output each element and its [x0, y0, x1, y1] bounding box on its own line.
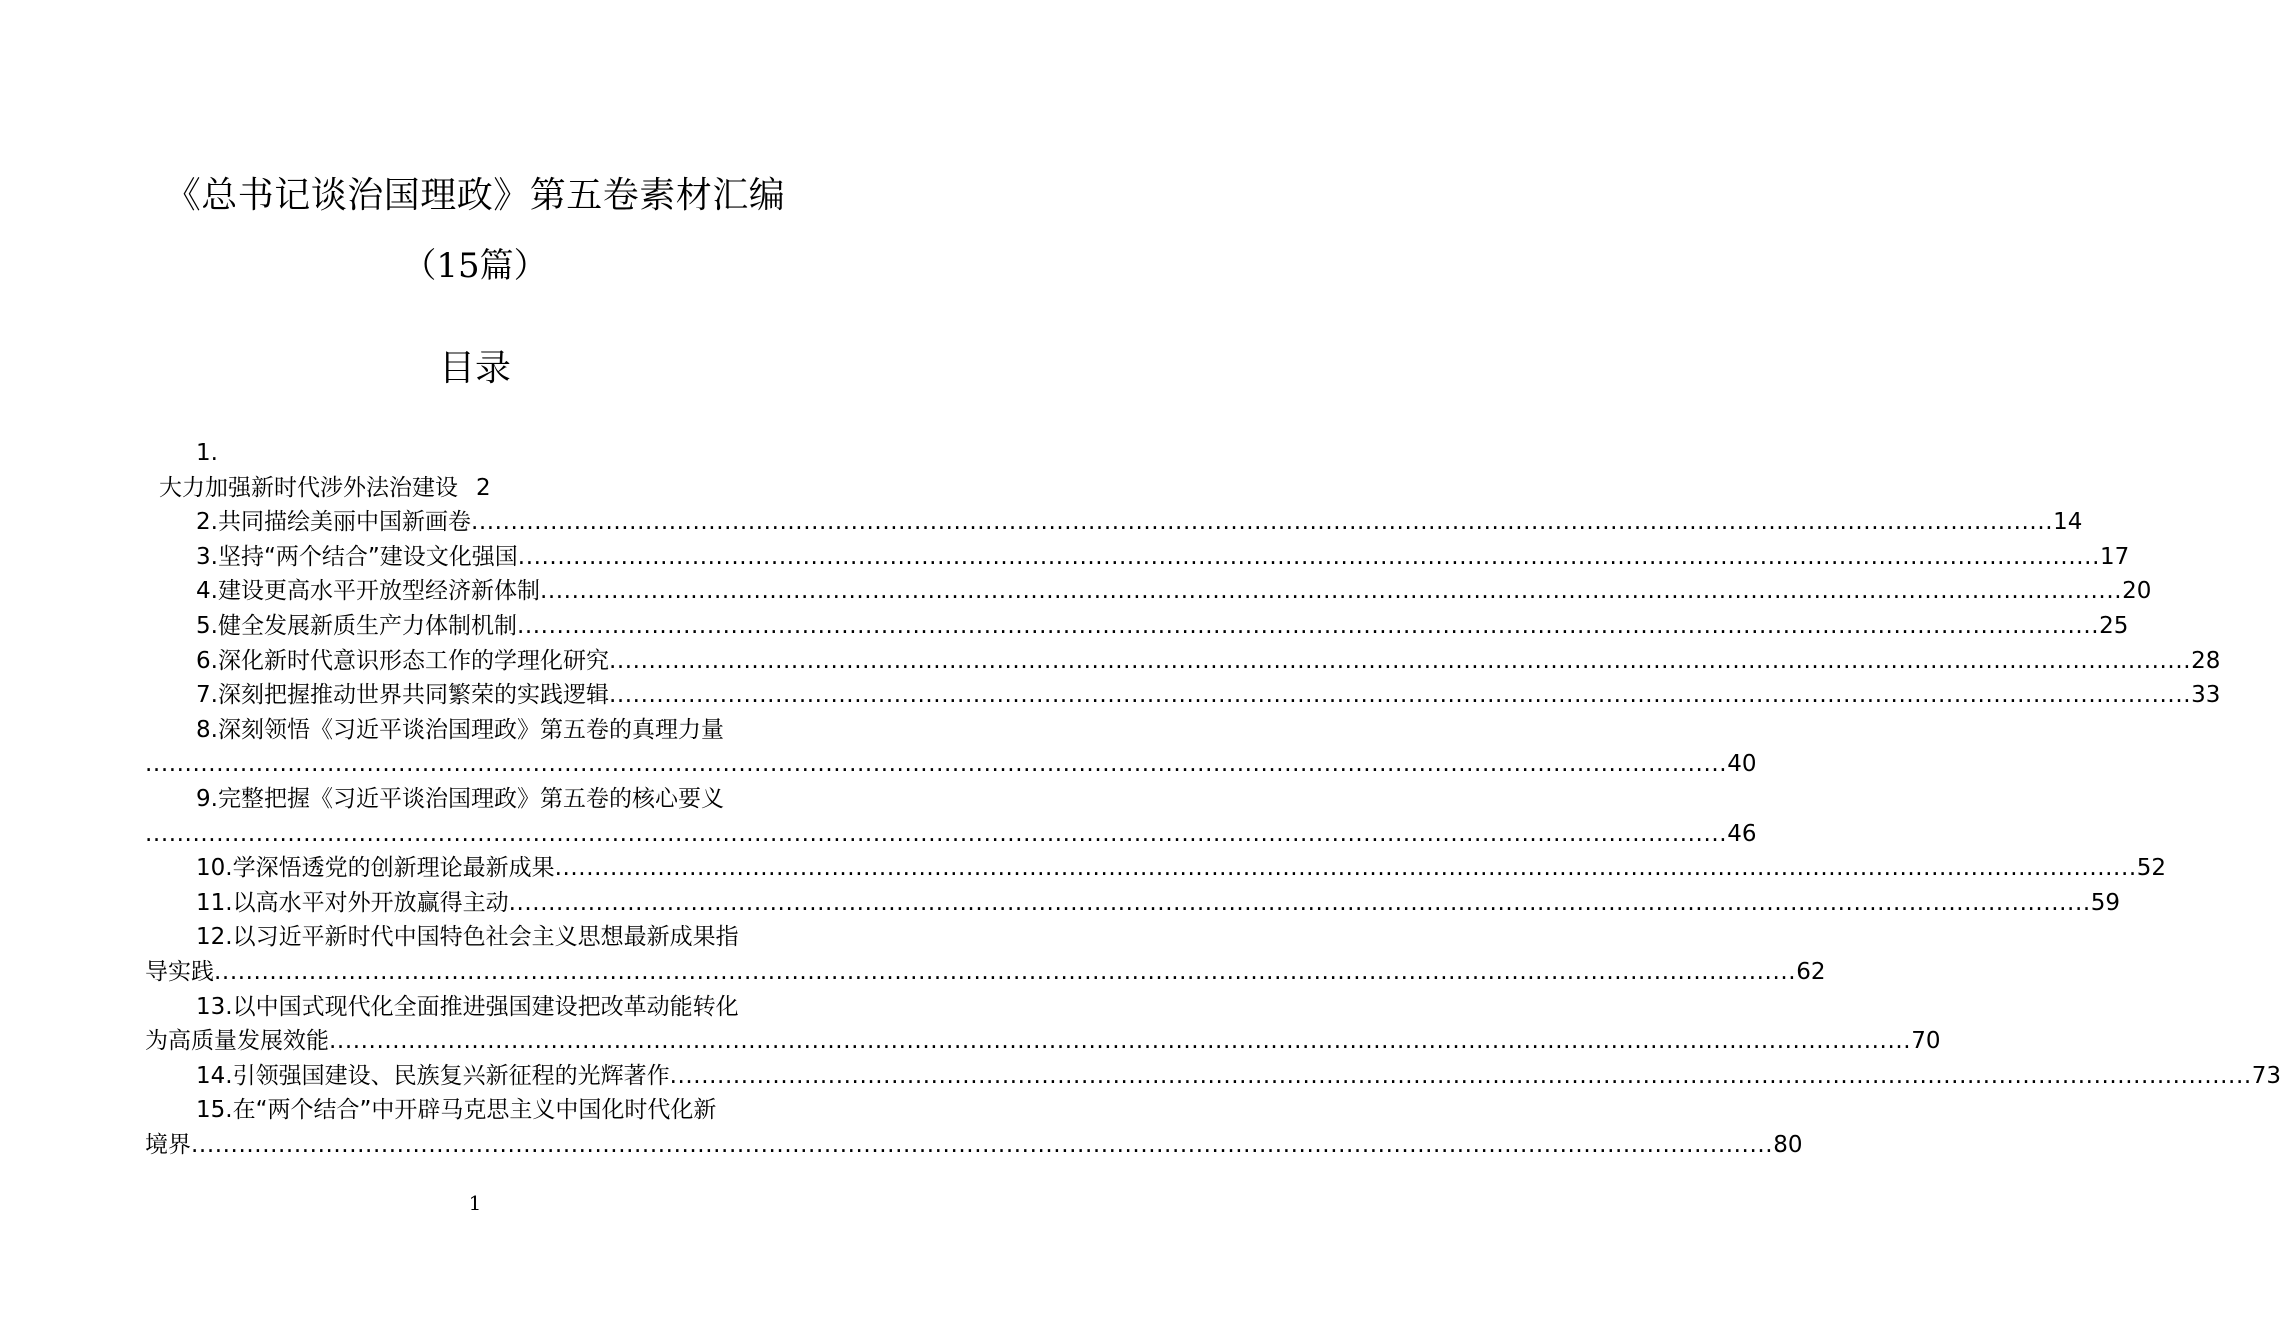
toc-item-page: 40 — [1727, 751, 1757, 778]
toc-leader-dots: ........................................................................................................................................................................................................ — [669, 1062, 2252, 1089]
toc-item-5[interactable] — [145, 609, 2129, 644]
toc-item-9-continuation[interactable] — [145, 817, 1757, 852]
toc-item-6[interactable] — [145, 644, 2221, 679]
toc-item-title: 6.深化新时代意识形态工作的学理化研究 — [196, 647, 609, 674]
toc-item-15[interactable] — [145, 1093, 806, 1128]
toc-item-page: 62 — [1796, 958, 1826, 985]
toc-item-page: 14 — [2053, 509, 2083, 536]
toc-item-page: 52 — [2136, 855, 2167, 882]
toc-item-title: 11.以高水平对外开放赢得主动 — [196, 889, 509, 916]
toc-item-13[interactable] — [145, 990, 806, 1025]
toc-item-title: 13.以中国式现代化全面推进强国建设把改革动能转化 — [196, 993, 739, 1020]
toc-item-15-continuation[interactable] — [145, 1128, 1803, 1163]
toc-item-title: 大力加强新时代涉外法治建设 — [159, 474, 458, 501]
toc-leader-dots: ........................................................................................................................................................................................................ — [554, 855, 2137, 882]
toc-item-12[interactable] — [145, 920, 806, 955]
toc-item-1-number[interactable]: 1. — [196, 440, 218, 466]
toc-leader-dots: ........................................................................................................................................................................................................ — [214, 958, 1797, 985]
toc-leader-dots: ........................................................................................................................................................................................................ — [517, 543, 2100, 570]
toc-item-title: 15.在“两个结合”中开辟马克思主义中国化时代化新 — [196, 1097, 717, 1124]
toc-item-page: 17 — [2100, 543, 2130, 570]
toc-leader-dots: ........................................................................................................................................................................................................ — [145, 751, 1728, 778]
toc-item-11[interactable] — [145, 886, 2121, 921]
toc-item-13-continuation[interactable] — [145, 1024, 1941, 1059]
toc-item-8[interactable] — [145, 713, 806, 748]
toc-item-title: 12.以习近平新时代中国特色社会主义思想最新成果指 — [196, 924, 739, 951]
toc-item-page: 20 — [2122, 578, 2152, 605]
toc-item-page: 46 — [1727, 820, 1757, 847]
toc-heading: 目录 — [438, 348, 511, 389]
toc-item-title: 14.引领强国建设、民族复兴新征程的光辉著作 — [196, 1062, 670, 1089]
toc-item-title: 3.坚持“两个结合”建设文化强国 — [196, 543, 518, 570]
toc-item-page: 33 — [2191, 682, 2221, 709]
toc-item-title-cont: 为高质量发展效能 — [145, 1028, 329, 1055]
toc-item-page: 80 — [1773, 1131, 1803, 1158]
toc-item-title: 9.完整把握《习近平谈治国理政》第五卷的核心要义 — [196, 785, 724, 812]
toc-item-page: 73 — [2251, 1062, 2281, 1089]
toc-item-page: 59 — [2090, 889, 2121, 916]
toc-item-title: 4.建设更高水平开放型经济新体制 — [196, 578, 540, 605]
toc-item-2[interactable] — [145, 505, 2083, 540]
toc-item-page: 70 — [1911, 1028, 1941, 1055]
toc-item-title-cont: 导实践 — [145, 958, 214, 985]
toc-item-title: 5.健全发展新质生产力体制机制 — [196, 612, 517, 639]
document-title: 《总书记谈治国理政》第五卷素材汇编 — [164, 175, 786, 216]
document-subtitle: （15篇） — [402, 246, 548, 286]
toc-item-title: 8.深刻领悟《习近平谈治国理政》第五卷的真理力量 — [196, 716, 724, 743]
toc-item-9[interactable] — [145, 782, 806, 817]
toc-item-title: 7.深刻把握推动世界共同繁荣的实践逻辑 — [196, 682, 609, 709]
toc-item-page: 25 — [2099, 612, 2129, 639]
table-of-contents — [145, 436, 2281, 1162]
toc-item-12-continuation[interactable] — [145, 955, 1826, 990]
toc-item-10[interactable] — [145, 851, 2167, 886]
toc-item-7[interactable] — [145, 678, 2221, 713]
toc-leader-dots: ........................................................................................................................................................................................................ — [608, 682, 2192, 709]
toc-item-title: 2.共同描绘美丽中国新画卷 — [196, 509, 471, 536]
toc-item-title-cont: 境界 — [145, 1131, 191, 1158]
toc-item-3[interactable] — [145, 540, 2130, 575]
toc-item-page: 28 — [2191, 647, 2221, 674]
toc-leader-dots: ........................................................................................................................................................................................................ — [329, 1028, 1912, 1055]
toc-leader-dots: ........................................................................................................................................................................................................ — [539, 578, 2123, 605]
toc-item-1[interactable] — [145, 471, 806, 506]
page-number: 1 — [468, 1191, 482, 1215]
toc-item-4[interactable] — [145, 574, 2152, 609]
toc-leader-dots: ........................................................................................................................................................................................................ — [145, 820, 1728, 847]
toc-item-14[interactable] — [145, 1059, 2281, 1094]
toc-item-title: 10.学深悟透党的创新理论最新成果 — [196, 855, 555, 882]
toc-leader-dots: ........................................................................................................................................................................................................ — [508, 889, 2091, 916]
toc-leader-dots: ........................................................................................................................................................................................................ — [191, 1131, 1774, 1158]
toc-item-page: 2 — [476, 474, 491, 501]
toc-leader-dots: ........................................................................................................................................................................................................ — [470, 509, 2054, 536]
toc-leader-dots: ........................................................................................................................................................................................................ — [608, 647, 2192, 674]
toc-item-8-continuation[interactable] — [145, 747, 1757, 782]
toc-leader-dots: ........................................................................................................................................................................................................ — [516, 612, 2100, 639]
